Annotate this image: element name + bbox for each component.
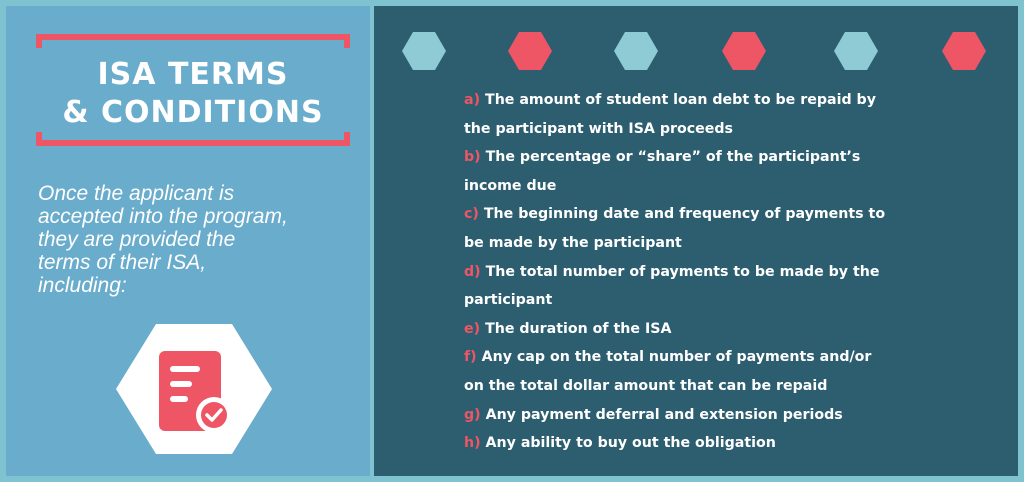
term-text: income due: [464, 177, 557, 194]
title-frame-tick: [344, 132, 350, 146]
term-item: [464, 143, 994, 200]
title-frame-tick: [344, 34, 350, 48]
document-check-icon: [116, 324, 272, 454]
term-item: [464, 258, 994, 315]
hexagon-icon: [402, 32, 446, 70]
term-letter: g): [464, 406, 481, 423]
hexagon-icon: [942, 32, 986, 70]
term-line: [464, 343, 994, 372]
title-frame-top-bar: [36, 34, 350, 40]
hexagon-icon: [614, 32, 658, 70]
term-text: Any cap on the total number of payments and/or: [481, 349, 872, 366]
term-letter: a): [464, 92, 481, 108]
term-item: [464, 200, 994, 257]
page-title: [36, 56, 350, 132]
intro-text: [38, 182, 356, 297]
term-text: participant: [464, 292, 553, 309]
hexagon-icon: [722, 32, 766, 70]
term-text: The amount of student loan debt to be repaid by: [485, 92, 876, 108]
hexagon-row: [398, 32, 998, 72]
term-line: [464, 200, 994, 229]
term-letter: b): [464, 149, 481, 166]
intro-line: accepted into the program,: [38, 205, 288, 228]
term-letter: d): [464, 263, 481, 280]
term-letter: c): [464, 206, 479, 223]
term-text: The percentage or “share” of the participant’s: [485, 149, 861, 166]
term-line: [464, 143, 994, 172]
left-panel: [6, 6, 370, 476]
title-frame-tick: [36, 34, 42, 48]
term-line: [464, 401, 994, 430]
term-item: [464, 315, 994, 344]
term-text: Any ability to buy out the obligation: [485, 435, 776, 452]
term-text: be made by the participant: [464, 234, 682, 251]
term-line: [464, 315, 994, 344]
term-line: [464, 429, 994, 458]
intro-line: including:: [38, 274, 127, 297]
hexagon-icon: [508, 32, 552, 70]
term-item: [464, 401, 994, 430]
term-letter: e): [464, 320, 481, 337]
term-letter: f): [464, 349, 477, 366]
term-item: [464, 86, 994, 143]
term-letter: h): [464, 435, 481, 452]
term-item: [464, 343, 994, 400]
right-panel: [374, 6, 1018, 476]
term-line: [464, 86, 994, 115]
term-text: The duration of the ISA: [485, 320, 672, 337]
intro-line: they are provided the: [38, 228, 236, 251]
hexagon-icon: [834, 32, 878, 70]
title-frame-bottom-bar: [36, 140, 350, 146]
term-text: on the total dollar amount that can be repaid: [464, 377, 828, 394]
intro-line: terms of their ISA,: [38, 251, 207, 274]
title-line-1: ISA TERMS: [97, 57, 289, 92]
title-frame: [36, 34, 350, 152]
term-line: [464, 258, 994, 287]
term-item: [464, 429, 994, 458]
title-line-2: & CONDITIONS: [62, 95, 324, 130]
term-text: The beginning date and frequency of payments to: [483, 206, 886, 223]
intro-line: Once the applicant is: [38, 182, 235, 205]
terms-list: [464, 86, 994, 458]
term-text: The total number of payments to be made by the: [485, 263, 880, 280]
title-frame-tick: [36, 132, 42, 146]
term-text: Any payment deferral and extension periods: [485, 406, 843, 423]
term-text: the participant with ISA proceeds: [464, 120, 734, 137]
